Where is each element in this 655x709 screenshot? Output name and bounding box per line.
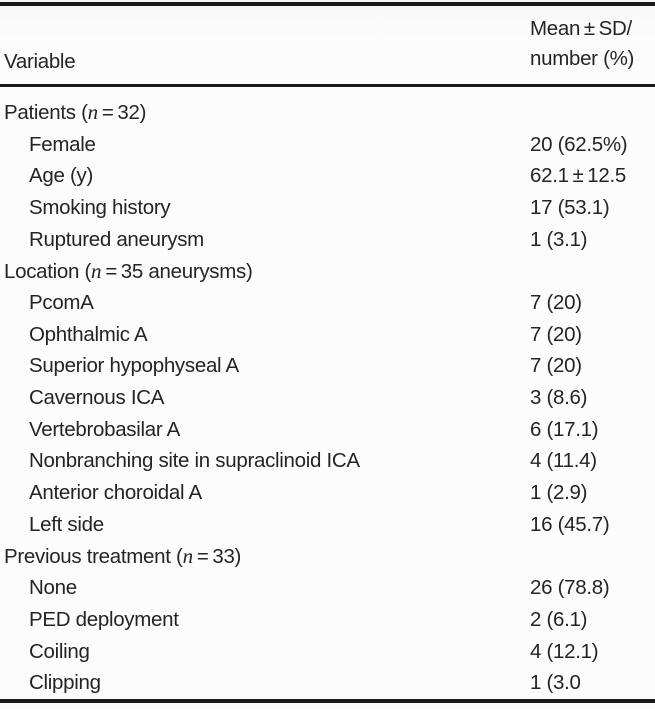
row-value: 2 (6.1)	[530, 607, 588, 631]
row-label: Age (y)	[29, 164, 93, 188]
table-row	[0, 446, 655, 478]
row-value: 1 (2.9)	[530, 481, 588, 505]
table-row	[0, 541, 655, 573]
row-label: Patients (n = 32)	[4, 100, 147, 125]
row-value: 62.1 ± 12.5	[530, 164, 626, 188]
row-label: Clipping	[29, 671, 101, 695]
column-header-variable: Variable	[4, 50, 76, 73]
row-label: Smoking history	[29, 195, 171, 219]
row-value: 16 (45.7)	[530, 512, 610, 536]
row-value: 7 (20)	[530, 322, 582, 346]
table-row	[0, 129, 655, 161]
row-value: 1 (3.0	[530, 671, 581, 695]
row-label: Left side	[29, 512, 104, 536]
row-label: Location (n = 35 aneurysms)	[4, 258, 253, 283]
table-row	[0, 192, 655, 224]
row-label: Cavernous ICA	[29, 386, 165, 410]
row-value: 7 (20)	[530, 290, 582, 314]
table-row	[0, 382, 655, 414]
row-label: Vertebrobasilar A	[29, 417, 181, 441]
row-label: Previous treatment (n = 33)	[4, 543, 242, 568]
table-rule-bottom	[0, 699, 655, 703]
column-header-value-line2: number (%)	[530, 47, 635, 70]
table-row	[0, 160, 655, 192]
table-row	[0, 351, 655, 383]
row-value: 20 (62.5%)	[530, 132, 628, 156]
row-label: Ruptured aneurysm	[29, 227, 204, 251]
row-label: Female	[29, 132, 96, 156]
row-label: None	[29, 576, 77, 600]
table-row	[0, 509, 655, 541]
row-label: Superior hypophyseal A	[29, 354, 239, 378]
table-row	[0, 604, 655, 636]
table-row	[0, 414, 655, 446]
row-value: 7 (20)	[530, 354, 582, 378]
table-row	[0, 572, 655, 604]
row-label: PcomA	[29, 290, 94, 314]
table-row	[0, 636, 655, 668]
row-label: Nonbranching site in supraclinoid ICA	[29, 449, 360, 473]
table-header	[0, 6, 655, 84]
row-label: Ophthalmic A	[29, 322, 148, 346]
table-row	[0, 255, 655, 287]
row-value: 3 (8.6)	[530, 386, 588, 410]
column-header-value-line1: Mean ± SD/	[530, 17, 632, 40]
row-label: Coiling	[29, 639, 90, 663]
table-row	[0, 667, 655, 699]
table-body	[0, 87, 655, 699]
table-row	[0, 319, 655, 351]
column-header-value	[530, 14, 634, 74]
table-row	[0, 224, 655, 256]
table-row	[0, 477, 655, 509]
row-value: 4 (11.4)	[530, 449, 597, 473]
row-value: 6 (17.1)	[530, 417, 599, 441]
row-label: Anterior choroidal A	[29, 481, 202, 505]
row-value: 26 (78.8)	[530, 576, 610, 600]
row-value: 17 (53.1)	[530, 195, 610, 219]
row-value: 1 (3.1)	[530, 227, 588, 251]
row-value: 4 (12.1)	[530, 639, 599, 663]
table-row	[0, 97, 655, 129]
row-label: PED deployment	[29, 607, 179, 631]
table-row	[0, 287, 655, 319]
